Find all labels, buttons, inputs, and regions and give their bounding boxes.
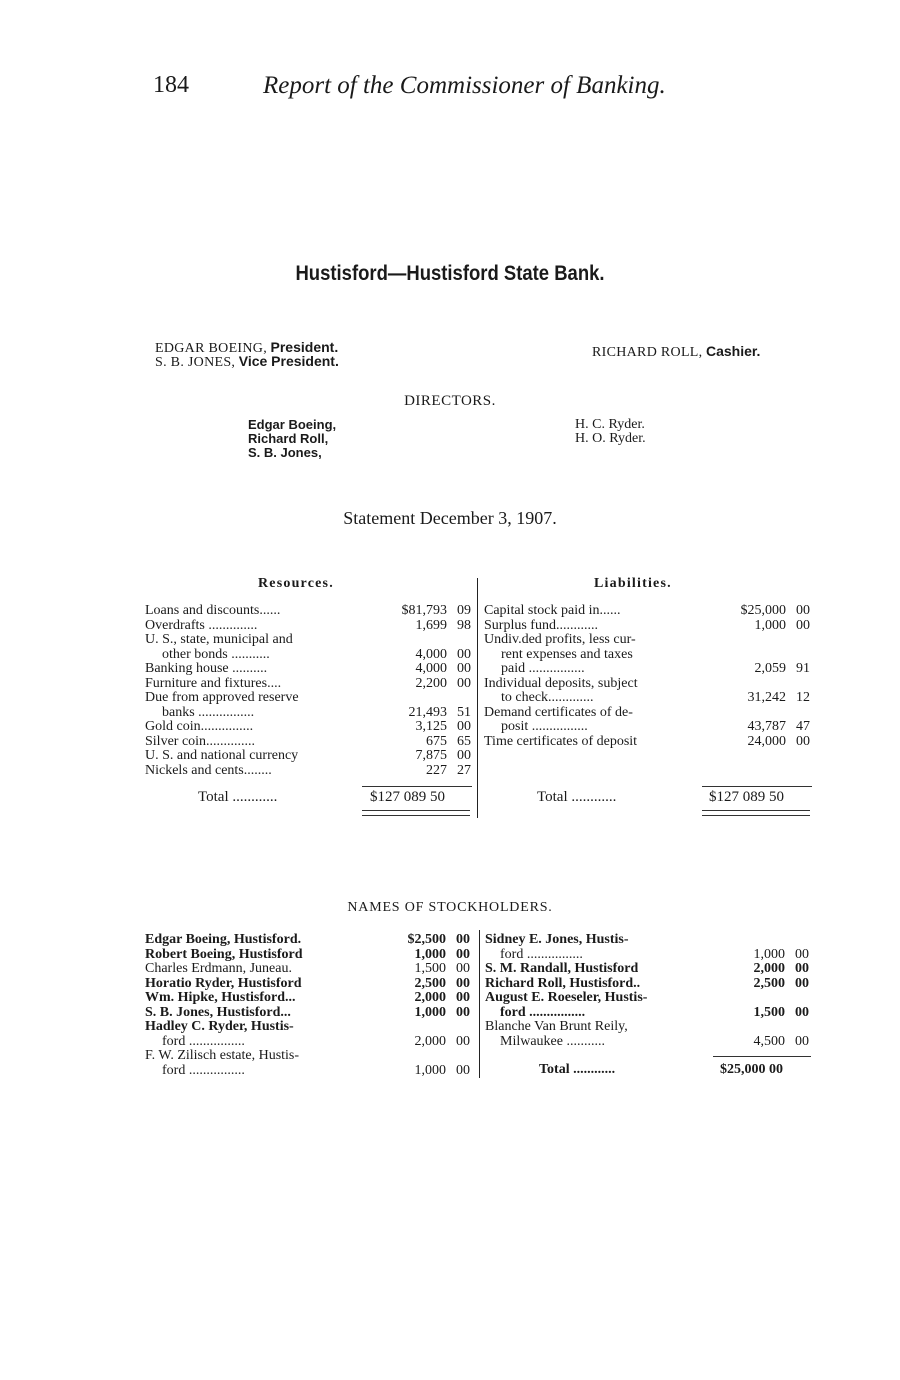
amount-cents: 51: [457, 704, 471, 720]
liability-row: [484, 735, 810, 750]
stockholder-row: [145, 977, 470, 992]
running-title: Report of the Commissioner of Banking.: [263, 72, 666, 99]
amount-dollars: 1,000: [414, 1062, 446, 1078]
stockholders-left-table: [145, 933, 475, 1081]
stockholders-heading: NAMES OF STOCKHOLDERS.: [347, 900, 553, 915]
amount-cents: 27: [457, 762, 471, 778]
liabilities-total-label: Total ............: [537, 789, 617, 805]
amount-dollars: 227: [426, 762, 447, 778]
liability-label: to check.............: [501, 691, 594, 705]
amount-cents: 00: [456, 1033, 470, 1049]
stockholder-name: Blanche Van Brunt Reily,: [485, 1020, 628, 1034]
director-name: Edgar Boeing,: [248, 417, 337, 432]
liability-row: [484, 706, 810, 721]
amount-dollars: $81,793: [401, 603, 447, 618]
amount-cents: 00: [796, 733, 810, 749]
resources-heading: Resources.: [258, 576, 334, 591]
resource-label: Banking house ..........: [145, 662, 268, 676]
amount-dollars: 24,000: [747, 733, 786, 749]
stockholder-name: ford ................: [500, 1005, 586, 1020]
liabilities-total-value: $127 089 50: [709, 789, 784, 805]
liability-label: Surplus fund............: [484, 618, 598, 633]
resource-row: [145, 677, 471, 692]
amount-cents: 00: [456, 946, 470, 962]
resource-label: Loans and discounts......: [145, 604, 281, 618]
stockholder-name: Milwaukee ...........: [500, 1034, 605, 1049]
amount-cents: 00: [456, 961, 470, 976]
amount-cents: 00: [457, 661, 471, 676]
stockholders-column-divider: [479, 930, 480, 1078]
amount-dollars: 7,875: [415, 748, 447, 763]
amount-cents: 00: [795, 1033, 809, 1049]
stockholder-row: [485, 933, 809, 948]
amount-cents: 00: [456, 975, 470, 991]
amount-dollars: 2,000: [414, 1033, 446, 1049]
stockholder-row: [145, 962, 470, 977]
amount-dollars: 1,500: [753, 1004, 785, 1020]
director-name: S. B. Jones,: [248, 445, 322, 460]
amount-cents: 00: [456, 1062, 470, 1078]
resource-label: U. S. and national currency: [145, 749, 299, 763]
liability-row: [484, 662, 810, 677]
director-name: H. C. Ryder.: [575, 417, 645, 432]
amount-cents: 47: [796, 719, 810, 734]
stockholder-row: [145, 933, 470, 948]
liabilities-total-rule: [702, 786, 812, 787]
resources-total-label: Total ............: [198, 789, 278, 805]
director-name: H. O. Ryder.: [575, 431, 646, 446]
resource-row: [145, 691, 471, 706]
stockholder-name: Horatio Ryder, Hustisford: [145, 976, 302, 991]
stockholder-row: [145, 948, 470, 963]
resource-label: Overdrafts ..............: [145, 618, 258, 633]
amount-dollars: 4,500: [753, 1033, 785, 1049]
liability-row: [484, 604, 810, 619]
resources-total-double-rule: [362, 810, 470, 816]
liabilities-total-double-rule: [702, 810, 810, 816]
stockholder-name: ford ................: [500, 947, 583, 962]
amount-dollars: 1,500: [414, 961, 446, 976]
resources-total-value: $127 089 50: [370, 789, 445, 805]
liability-row: [484, 619, 810, 634]
amount-dollars: 1,000: [414, 1004, 446, 1020]
amount-cents: 00: [795, 961, 809, 976]
bank-title: Hustisford—Hustisford State Bank.: [295, 262, 605, 285]
amount-dollars: 4,000: [415, 646, 447, 662]
amount-cents: 91: [796, 661, 810, 676]
amount-cents: 00: [456, 990, 470, 1005]
column-divider: [477, 578, 478, 818]
resource-label: other bonds ...........: [162, 647, 270, 662]
stockholder-name: ford ................: [162, 1034, 245, 1049]
page-number: 184: [153, 72, 189, 98]
statement-title: Statement December 3, 1907.: [343, 508, 557, 528]
liability-row: [484, 691, 810, 706]
stockholder-row: [145, 1064, 470, 1079]
stockholder-name: ford ................: [162, 1063, 245, 1078]
resource-label: Gold coin...............: [145, 720, 254, 734]
resource-row: [145, 735, 471, 750]
amount-cents: 00: [457, 748, 471, 763]
liability-row: [484, 720, 810, 735]
resource-label: U. S., state, municipal and: [145, 633, 293, 647]
stockholder-row: [145, 1020, 470, 1035]
stockholder-row: [145, 1049, 470, 1064]
liability-label: Time certificates of deposit: [484, 734, 638, 749]
resource-label: Furniture and fixtures....: [145, 676, 282, 691]
amount-cents: 00: [795, 946, 809, 962]
vice-president-role: Vice President.: [238, 353, 339, 369]
stockholder-name: S. M. Randall, Hustisford: [485, 962, 639, 976]
stockholder-name: Sidney E. Jones, Hustis-: [485, 933, 629, 947]
resources-table: [145, 604, 475, 784]
stockholder-row: [145, 1035, 470, 1050]
stockholder-row: [145, 1006, 470, 1021]
amount-cents: 00: [457, 719, 471, 734]
stockholders-right-table: [485, 933, 815, 1053]
liability-label: Capital stock paid in......: [484, 604, 621, 618]
amount-dollars: 1,000: [753, 946, 785, 962]
amount-dollars: 2,500: [753, 975, 785, 991]
resource-row: [145, 633, 471, 648]
amount-cents: 00: [457, 675, 471, 691]
cashier-role: Cashier.: [705, 343, 761, 359]
liability-label: posit ................: [501, 720, 588, 734]
stockholders-total-label: Total ............: [539, 1062, 616, 1077]
resources-total-rule: [362, 786, 472, 787]
directors-left-list: [248, 418, 336, 460]
resource-row: [145, 706, 471, 721]
amount-dollars: 2,000: [414, 990, 446, 1005]
stockholder-name: Wm. Hipke, Hustisford...: [145, 991, 296, 1005]
director-name: Richard Roll,: [248, 431, 329, 446]
amount-dollars: $2,500: [407, 932, 446, 947]
amount-dollars: 675: [426, 733, 447, 749]
amount-dollars: 31,242: [747, 690, 786, 705]
stockholder-row: [485, 977, 809, 992]
liability-row: [484, 648, 810, 663]
stockholder-name: Robert Boeing, Hustisford: [145, 947, 303, 962]
amount-dollars: 3,125: [415, 719, 447, 734]
stockholder-row: [485, 962, 809, 977]
liability-label: rent expenses and taxes: [501, 647, 633, 662]
amount-dollars: 1,000: [414, 946, 446, 962]
amount-dollars: $25,000: [740, 603, 786, 618]
directors-heading: DIRECTORS.: [404, 393, 496, 409]
cashier-name: RICHARD ROLL,: [592, 345, 703, 360]
liability-row: [484, 633, 810, 648]
president-name: EDGAR BOEING,: [155, 341, 268, 356]
resource-row: [145, 648, 471, 663]
stockholder-row: [485, 991, 809, 1006]
amount-cents: 09: [457, 603, 471, 618]
stockholder-name: S. B. Jones, Hustisford...: [145, 1005, 291, 1020]
officer-vice-president: [155, 354, 339, 370]
liability-label: Individual deposits, subject: [484, 676, 638, 691]
liability-row: [484, 677, 810, 692]
amount-cents: 12: [796, 690, 810, 705]
resource-label: Silver coin..............: [145, 734, 256, 749]
resource-label: Nickels and cents........: [145, 763, 272, 778]
liability-label: Undiv.ded profits, less cur-: [484, 633, 636, 647]
stockholder-name: Edgar Boeing, Hustisford.: [145, 933, 302, 947]
stockholder-name: Richard Roll, Hustisford..: [485, 976, 641, 991]
amount-dollars: 21,493: [408, 704, 447, 720]
resource-label: banks ................: [162, 705, 255, 720]
amount-cents: 00: [457, 646, 471, 662]
liability-label: Demand certificates of de-: [484, 705, 633, 720]
amount-dollars: 2,200: [415, 675, 447, 691]
amount-dollars: 4,000: [415, 661, 447, 676]
resource-row: [145, 604, 471, 619]
stockholder-row: [485, 1035, 809, 1050]
directors-right-list: [575, 418, 646, 446]
officer-cashier: [592, 344, 760, 360]
amount-dollars: 1,000: [754, 617, 786, 633]
liability-label: paid ................: [501, 662, 585, 676]
stockholder-name: F. W. Zilisch estate, Hustis-: [145, 1049, 300, 1063]
amount-cents: 00: [456, 932, 470, 947]
liabilities-heading: Liabilities.: [594, 576, 672, 591]
amount-cents: 00: [795, 1004, 809, 1020]
amount-dollars: 43,787: [747, 719, 786, 734]
amount-cents: 00: [796, 603, 810, 618]
stockholder-row: [485, 948, 809, 963]
stockholders-total-value: $25,000 00: [720, 1062, 783, 1077]
vice-president-name: S. B. JONES,: [155, 355, 236, 370]
amount-cents: 00: [795, 975, 809, 991]
resource-label: Due from approved reserve: [145, 691, 299, 705]
amount-dollars: 2,000: [753, 961, 785, 976]
amount-dollars: 2,059: [754, 661, 786, 676]
stockholders-total-rule: [713, 1056, 811, 1057]
liabilities-table: [484, 604, 814, 784]
resource-row: [145, 720, 471, 735]
resource-row: [145, 764, 471, 779]
stockholder-row: [145, 991, 470, 1006]
amount-cents: 00: [456, 1004, 470, 1020]
president-role: President.: [270, 339, 339, 355]
stockholder-name: Charles Erdmann, Juneau.: [145, 962, 292, 976]
stockholder-name: August E. Roeseler, Hustis-: [485, 991, 648, 1005]
amount-cents: 00: [796, 617, 810, 633]
resource-row: [145, 749, 471, 764]
stockholder-row: [485, 1006, 809, 1021]
resource-row: [145, 619, 471, 634]
amount-cents: 65: [457, 733, 471, 749]
amount-dollars: 2,500: [414, 975, 446, 991]
resource-row: [145, 662, 471, 677]
stockholder-row: [485, 1020, 809, 1035]
amount-cents: 98: [457, 617, 471, 633]
amount-dollars: 1,699: [415, 617, 447, 633]
stockholder-name: Hadley C. Ryder, Hustis-: [145, 1020, 294, 1034]
